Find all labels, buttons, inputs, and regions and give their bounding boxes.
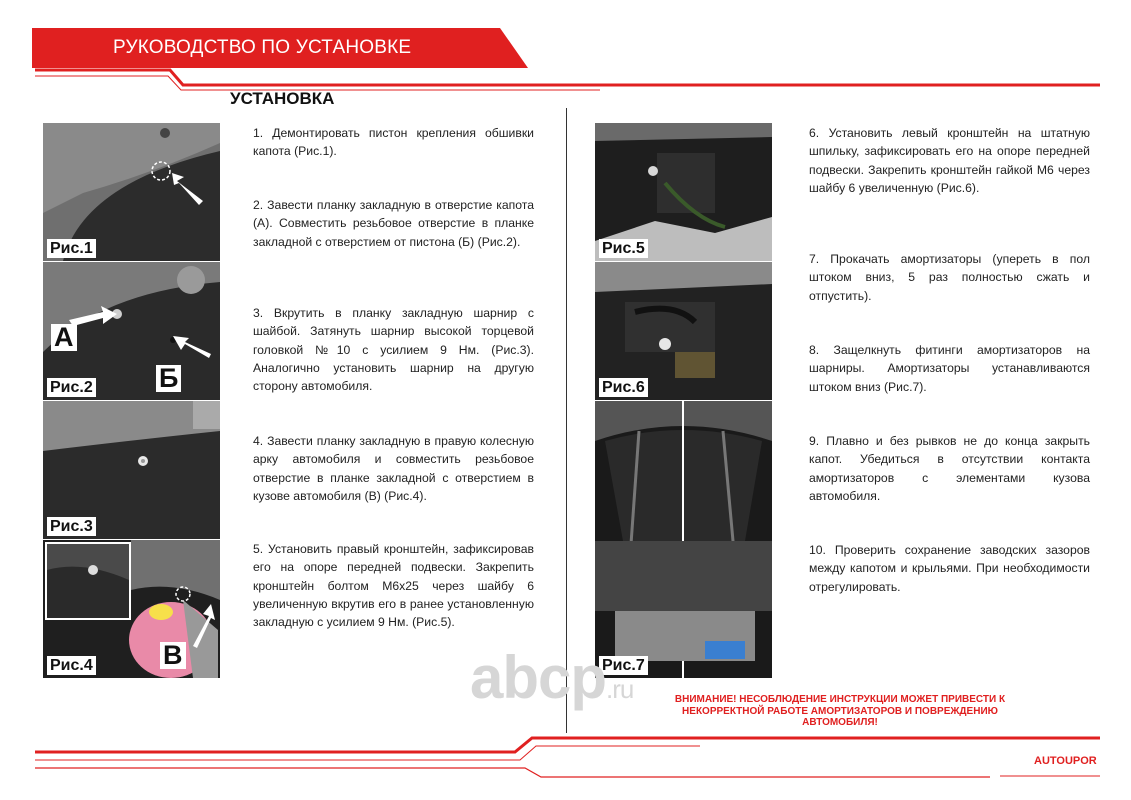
step-3: 3. Вкрутить в планку закладную шарнир с шайбой. Затянуть шарнир высокой торцевой головкой №10 с усилием 9 Нм. (Рис.3). Аналогично установить шарнир на другую сторону автомобиля. — [253, 306, 534, 394]
step-4: 4. Завести планку закладную в правую колесную арку автомобиля и совместить резьбовое отверстие в планке закладной с отверстием в кузове автомобиля (В) (Рис.4). — [253, 434, 534, 503]
figure-7-scene — [595, 401, 772, 678]
header-accent-line-thin — [35, 76, 600, 90]
warning-line-3: АВТОМОБИЛЯ! — [802, 717, 878, 728]
step-10: 10. Проверить сохранение заводских зазоров между капотом и крыльями. При необходимости отрегулировать. — [809, 543, 1090, 594]
footer-accent-line — [35, 738, 1100, 752]
callout-a: А — [51, 324, 77, 351]
step-9: 9. Плавно и без рывков не до конца закрыть капот. Убедиться в отсутствии контакта амортизаторов с элементами кузова автомобиля. — [809, 434, 1090, 503]
figure-6-photo — [595, 262, 772, 400]
column-divider — [566, 108, 567, 733]
figure-4-photo — [43, 540, 220, 678]
watermark-main: abcp — [470, 644, 607, 711]
figure-6-caption: Рис.6 — [599, 378, 648, 397]
figure-1-photo — [43, 123, 220, 261]
figure-3-caption: Рис.3 — [47, 517, 96, 536]
figure-4-caption: Рис.4 — [47, 656, 96, 675]
footer-brand: AUTOUPOR — [1034, 755, 1097, 767]
callout-b: Б — [156, 365, 181, 392]
figure-1-caption: Рис.1 — [47, 239, 96, 258]
figure-3-photo — [43, 401, 220, 539]
footer-left-line — [35, 768, 990, 777]
figure-7-photo — [595, 401, 772, 678]
figure-7-caption: Рис.7 — [599, 656, 648, 675]
step-7: 7. Прокачать амортизаторы (упереть в пол штоком вниз, 5 раз полностью сжать и отпустить). — [809, 252, 1090, 303]
warning-line-2: НЕКОРРЕКТНОЙ РАБОТЕ АМОРТИЗАТОРОВ И ПОВРЕЖДЕНИЮ — [682, 705, 998, 717]
step-5: 5. Установить правый кронштейн, зафиксировав его на опоре передней подвески. Закрепить кронштейн болтом М6х25 через шайбу 6 увеличенную вкрутив его в ранее установленную закладную с усилием 9 Нм. (Рис.5). — [253, 542, 534, 630]
step-2: 2. Завести планку закладную в отверстие капота (А). Совместить резьбовое отверстие в планке закладной с отверстием от пистона (Б) (Рис.2). — [253, 198, 534, 249]
step-1: 1. Демонтировать пистон крепления обшивки капота (Рис.1). — [253, 126, 534, 159]
abcp-watermark — [470, 643, 633, 712]
section-title: УСТАНОВКА — [230, 89, 335, 108]
header-accent-line — [35, 70, 1100, 85]
figure-2-caption: Рис.2 — [47, 378, 96, 397]
header-title: РУКОВОДСТВО ПО УСТАНОВКЕ — [113, 37, 412, 58]
figure-5-photo — [595, 123, 772, 261]
figure-5-caption: Рис.5 — [599, 239, 648, 258]
watermark-tld: .ru — [606, 674, 634, 704]
callout-v: В — [160, 642, 186, 669]
warning-line-1: ВНИМАНИЕ! НЕСОБЛЮДЕНИЕ ИНСТРУКЦИИ МОЖЕТ ПРИВЕСТИ К — [674, 694, 1006, 705]
step-8: 8. Защелкнуть фитинги амортизаторов на шарниры. Амортизаторы устанавливаются штоком вниз (Рис.7). — [809, 343, 1090, 394]
warning-notice — [660, 694, 1020, 729]
step-6: 6. Установить левый кронштейн на штатную шпильку, зафиксировать его на опоре передней подвески. Закрепить кронштейн гайкой М6 через шайбу 6 увеличенную (Рис.6). — [809, 126, 1090, 195]
figure-2-photo — [43, 262, 220, 400]
